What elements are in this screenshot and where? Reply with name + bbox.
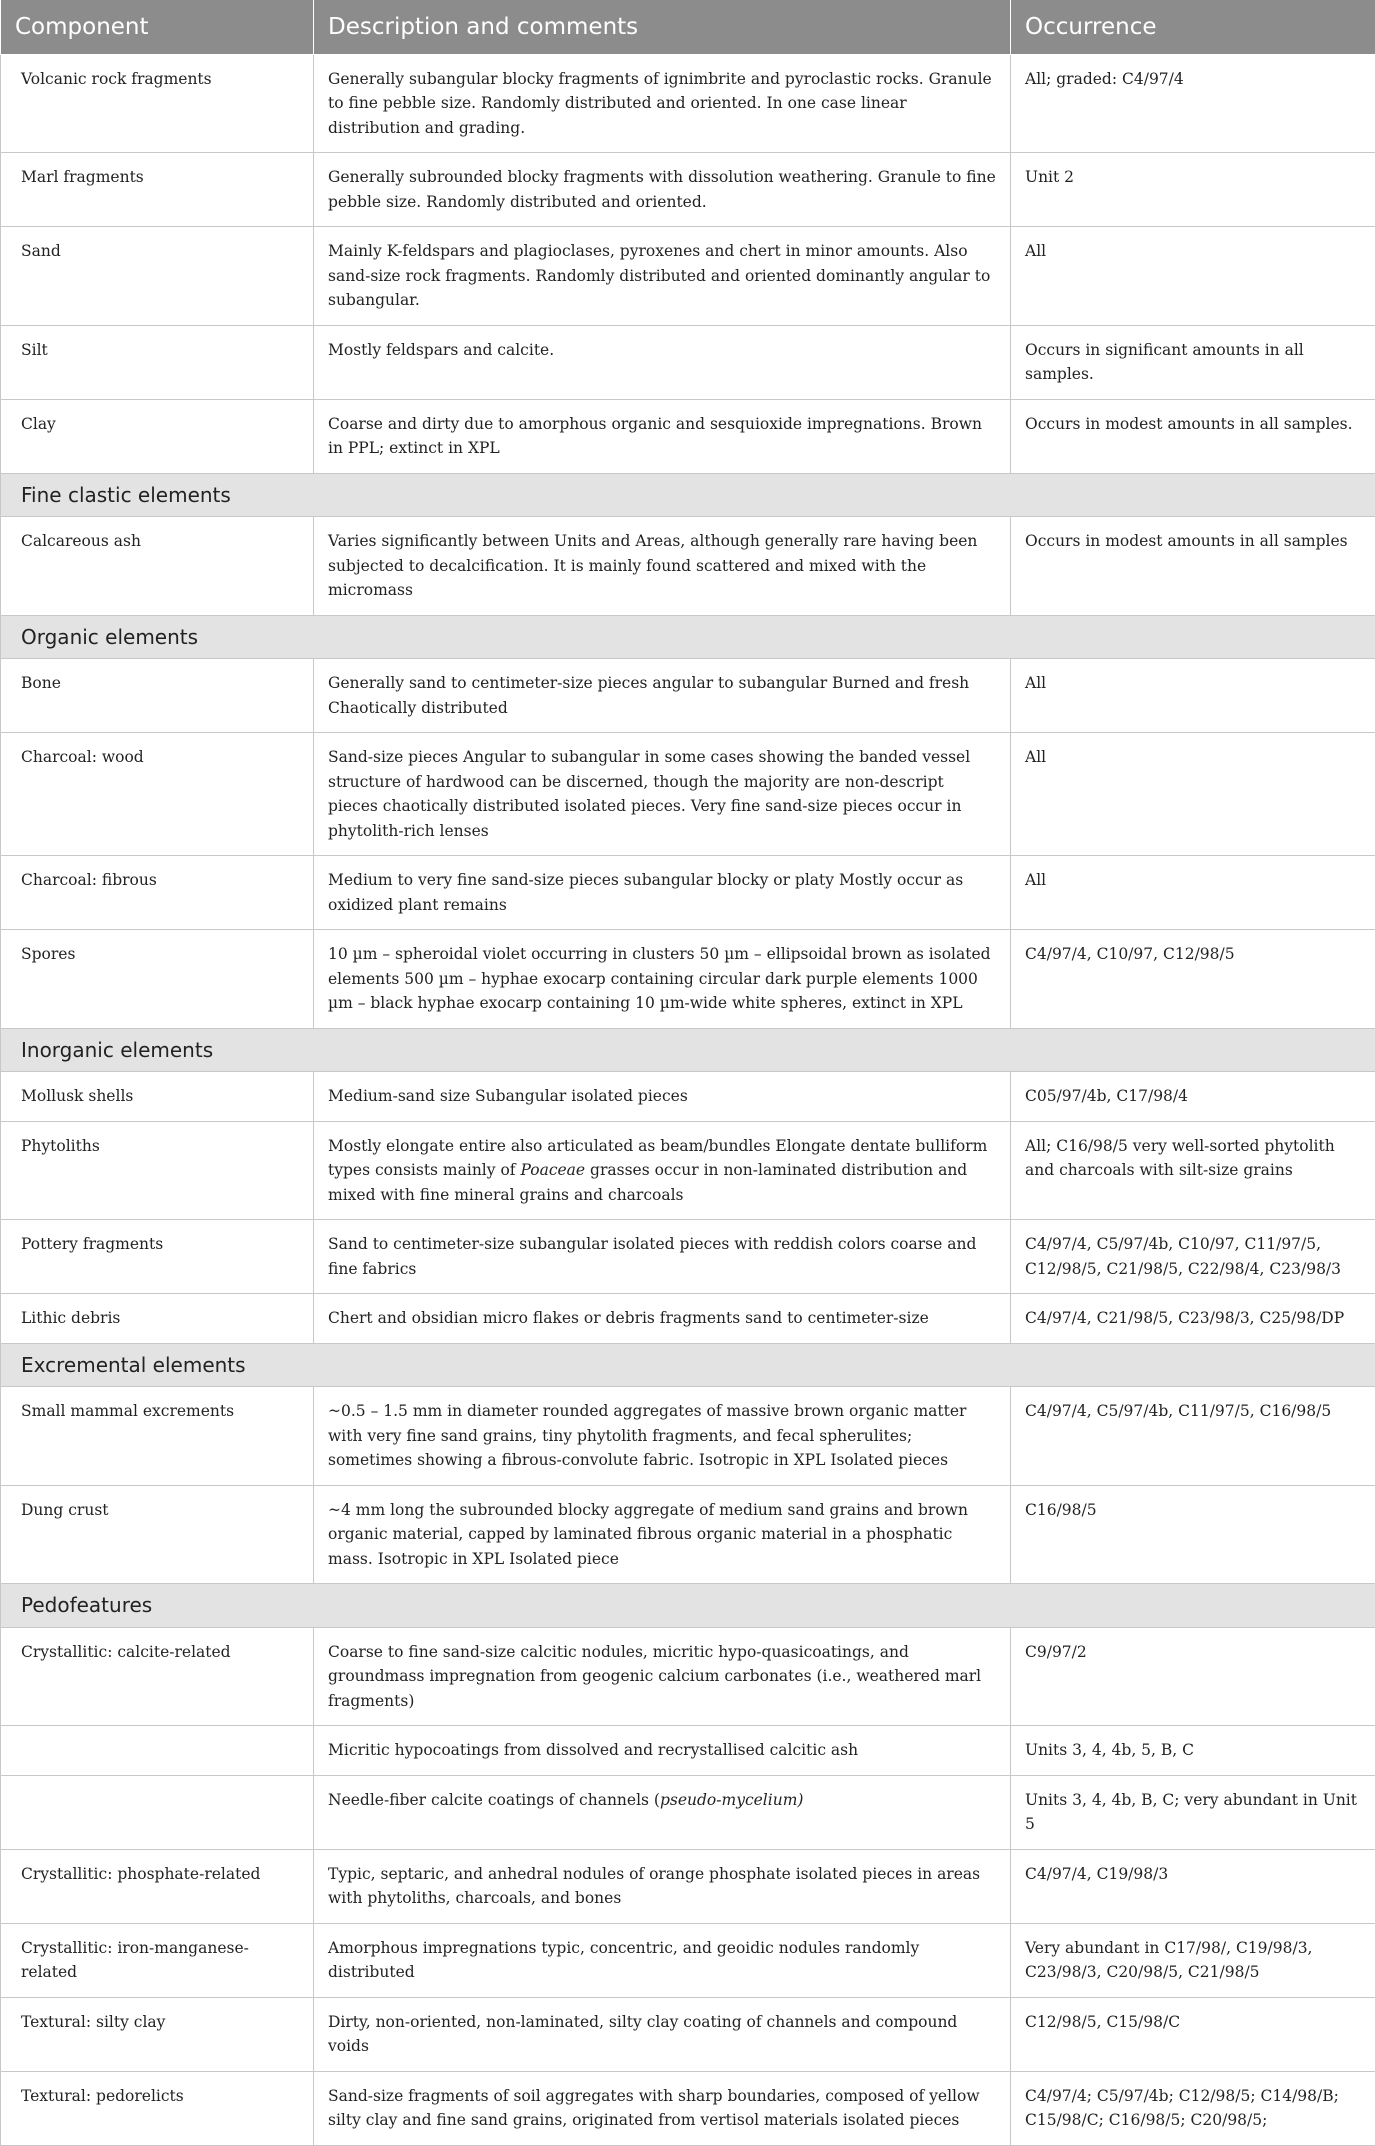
component-cell: Silt [1,325,314,399]
component-cell: Dung crust [1,1485,314,1584]
table-row [1,325,1375,399]
table-row [1,856,1375,930]
occurrence-cell: Occurs in modest amounts in all samples. [1011,399,1375,473]
table-row [1,1387,1375,1486]
component-cell: Calcareous ash [1,517,314,616]
component-cell: Crystallitic: iron-manganese-related [1,1923,314,1997]
description-cell: Micritic hypocoatings from dissolved and recrystallised calcitic ash [314,1726,1011,1776]
description-text: Mostly elongate entire also articulated as beam/bundles Elongate dentate bulliform types consists mainly of [328,1137,987,1180]
table-row [1,1997,1375,2071]
description-cell: Chert and obsidian micro flakes or debris fragments sand to centimeter-size [314,1294,1011,1344]
table-header [1,0,1375,54]
table-row [1,2071,1375,2145]
occurrence-cell: C4/97/4, C10/97, C12/98/5 [1011,930,1375,1029]
description-cell: ~4 mm long the subrounded blocky aggregate of medium sand grains and brown organic material, capped by laminated fibrous organic material in a phosphatic mass. Isotropic in XPL Isolated piece [314,1485,1011,1584]
table-row [1,659,1375,733]
description-text: Needle-fiber calcite coatings of channels ( [328,1791,660,1809]
occurrence-cell: C4/97/4; C5/97/4b; C12/98/5; C14/98/B; C15/98/C; C16/98/5; C20/98/5; [1011,2071,1375,2145]
description-cell: Varies significantly between Units and Areas, although generally rare having been subjected to decalcification. It is mainly found scattered and mixed with the micromass [314,517,1011,616]
description-cell: Medium-sand size Subangular isolated pieces [314,1072,1011,1122]
occurrence-cell: Units 3, 4, 4b, B, C; very abundant in Unit 5 [1011,1775,1375,1849]
table-row [1,1775,1375,1849]
component-cell: Small mammal excrements [1,1387,314,1486]
description-cell: ~0.5 – 1.5 mm in diameter rounded aggregates of massive brown organic matter with very fine sand grains, tiny phytolith fragments, and fecal spherulites; sometimes showing a fibrous-convolute fabric. Isotropic in XPL Isolated pieces [314,1387,1011,1486]
section-row [1,1584,1375,1628]
component-cell: Clay [1,399,314,473]
occurrence-cell: C4/97/4, C5/97/4b, C11/97/5, C16/98/5 [1011,1387,1375,1486]
component-cell: Pottery fragments [1,1220,314,1294]
component-cell: Lithic debris [1,1294,314,1344]
table-row [1,1923,1375,1997]
section-row [1,473,1375,517]
occurrence-cell: Unit 2 [1011,153,1375,227]
component-cell: Volcanic rock fragments [1,54,314,153]
description-cell: Amorphous impregnations typic, concentric, and geoidic nodules randomly distributed [314,1923,1011,1997]
occurrence-cell: C9/97/2 [1011,1627,1375,1726]
description-cell: Generally subangular blocky fragments of ignimbrite and pyroclastic rocks. Granule to fine pebble size. Randomly distributed and oriented. In one case linear distribution and grading. [314,54,1011,153]
table-body [1,54,1375,2145]
component-cell: Marl fragments [1,153,314,227]
section-row [1,1343,1375,1387]
occurrence-cell: C16/98/5 [1011,1485,1375,1584]
table-row [1,227,1375,326]
component-cell: Textural: silty clay [1,1997,314,2071]
description-cell: Generally subrounded blocky fragments with dissolution weathering. Granule to fine pebble size. Randomly distributed and oriented. [314,153,1011,227]
occurrence-cell: All [1011,856,1375,930]
component-cell: Crystallitic: phosphate-related [1,1849,314,1923]
description-cell: Coarse to fine sand-size calcitic nodules, micritic hypo-quasicoatings, and groundmass impregnation from geogenic calcium carbonates (i.e., weathered marl fragments) [314,1627,1011,1726]
occurrence-cell: Occurs in modest amounts in all samples [1011,517,1375,616]
occurrence-cell: All [1011,733,1375,856]
section-heading: Fine clastic elements [1,473,1375,517]
description-cell: Mostly feldspars and calcite. [314,325,1011,399]
section-row [1,1028,1375,1072]
component-cell: Charcoal: fibrous [1,856,314,930]
component-cell: Bone [1,659,314,733]
section-heading: Inorganic elements [1,1028,1375,1072]
header-component: Component [1,0,314,54]
section-heading: Excremental elements [1,1343,1375,1387]
component-cell [1,1726,314,1776]
table-row [1,733,1375,856]
description-cell: Sand-size fragments of soil aggregates with sharp boundaries, composed of yellow silty clay and fine sand grains, originated from vertisol materials isolated pieces [314,2071,1011,2145]
occurrence-cell: All [1011,227,1375,326]
component-cell: Mollusk shells [1,1072,314,1122]
description-cell [314,1121,1011,1220]
table-row [1,1121,1375,1220]
description-cell: Dirty, non-oriented, non-laminated, silty clay coating of channels and compound voids [314,1997,1011,2071]
occurrence-cell: C12/98/5, C15/98/C [1011,1997,1375,2071]
component-cell: Crystallitic: calcite-related [1,1627,314,1726]
table-row [1,153,1375,227]
table-row [1,1627,1375,1726]
component-cell [1,1775,314,1849]
component-cell: Phytoliths [1,1121,314,1220]
component-cell: Spores [1,930,314,1029]
occurrence-cell: Occurs in significant amounts in all samples. [1011,325,1375,399]
description-italic-term: Poaceae [520,1161,585,1179]
occurrence-cell: C4/97/4, C5/97/4b, C10/97, C11/97/5, C12/98/5, C21/98/5, C22/98/4, C23/98/3 [1011,1220,1375,1294]
description-cell: Coarse and dirty due to amorphous organic and sesquioxide impregnations. Brown in PPL; extinct in XPL [314,399,1011,473]
header-description: Description and comments [314,0,1011,54]
table-row [1,54,1375,153]
table-row [1,930,1375,1029]
table-row [1,1294,1375,1344]
description-cell: Medium to very fine sand-size pieces subangular blocky or platy Mostly occur as oxidized plant remains [314,856,1011,930]
section-heading: Pedofeatures [1,1584,1375,1628]
occurrence-cell: All; C16/98/5 very well-sorted phytolith and charcoals with silt-size grains [1011,1121,1375,1220]
occurrence-cell: Units 3, 4, 4b, 5, B, C [1011,1726,1375,1776]
table-row [1,1726,1375,1776]
section-row [1,615,1375,659]
table-row [1,1485,1375,1584]
table-row [1,517,1375,616]
occurrence-cell: All [1011,659,1375,733]
description-cell: 10 µm – spheroidal violet occurring in clusters 50 µm – ellipsoidal brown as isolated elements 500 µm – hyphae exocarp containing circular dark purple elements 1000 µm – black hyphae exocarp containing 10 µm-wide white spheres, extinct in XPL [314,930,1011,1029]
occurrence-cell: C4/97/4, C19/98/3 [1011,1849,1375,1923]
occurrence-cell: All; graded: C4/97/4 [1011,54,1375,153]
component-cell: Sand [1,227,314,326]
occurrence-cell: C4/97/4, C21/98/5, C23/98/3, C25/98/DP [1011,1294,1375,1344]
description-cell: Typic, septaric, and anhedral nodules of orange phosphate isolated pieces in areas with phytoliths, charcoals, and bones [314,1849,1011,1923]
description-cell: Sand to centimeter-size subangular isolated pieces with reddish colors coarse and fine fabrics [314,1220,1011,1294]
occurrence-cell: C05/97/4b, C17/98/4 [1011,1072,1375,1122]
header-occurrence: Occurrence [1011,0,1375,54]
table-row [1,1072,1375,1122]
table-row [1,1220,1375,1294]
description-cell: Generally sand to centimeter-size pieces angular to subangular Burned and fresh Chaotically distributed [314,659,1011,733]
description-cell: Mainly K-feldspars and plagioclases, pyroxenes and chert in minor amounts. Also sand-size rock fragments. Randomly distributed and oriented dominantly angular to subangular. [314,227,1011,326]
component-cell: Textural: pedorelicts [1,2071,314,2145]
component-cell: Charcoal: wood [1,733,314,856]
header-row [1,0,1375,54]
table-row [1,1849,1375,1923]
description-cell [314,1775,1011,1849]
description-italic-term: pseudo-mycelium) [660,1791,803,1809]
section-heading: Organic elements [1,615,1375,659]
occurrence-cell: Very abundant in C17/98/, C19/98/3, C23/98/3, C20/98/5, C21/98/5 [1011,1923,1375,1997]
description-text: grasses occur in non-laminated distribution and mixed with fine mineral grains and charcoals [328,1161,967,1204]
description-cell: Sand-size pieces Angular to subangular in some cases showing the banded vessel structure of hardwood can be discerned, though the majority are non-descript pieces chaotically distributed isolated pieces. Very fine sand-size pieces occur in phytolith-rich lenses [314,733,1011,856]
table-row [1,399,1375,473]
